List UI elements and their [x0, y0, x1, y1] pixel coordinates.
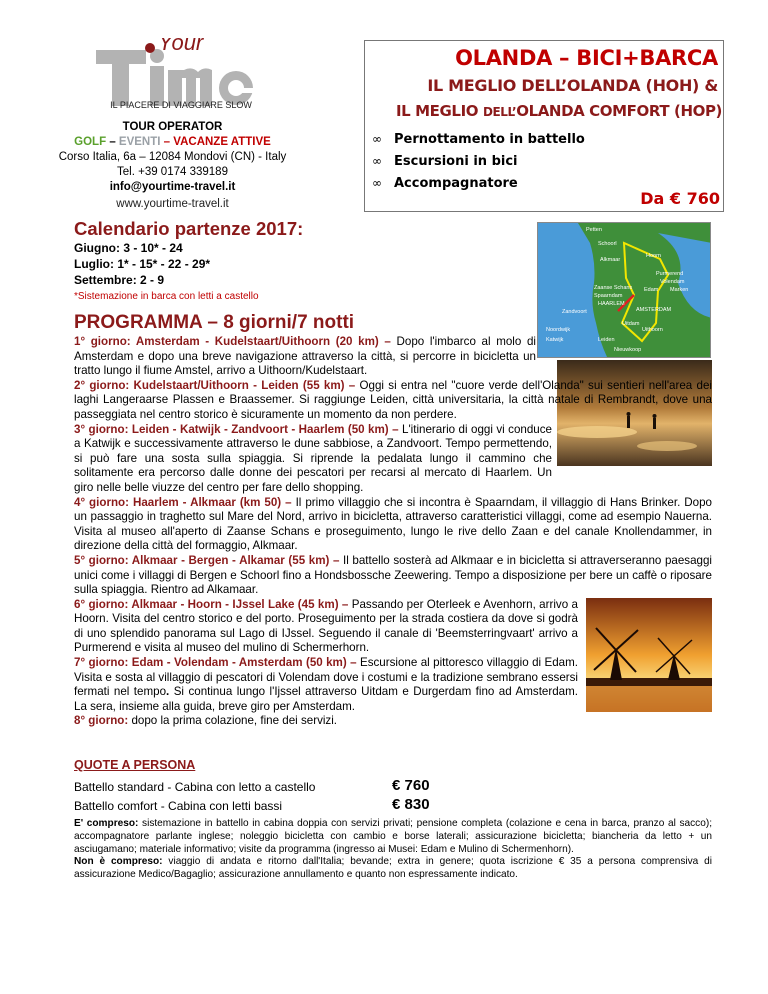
day-heading: 7° giorno: Edam - Volendam - Amsterdam (50 km) – — [74, 656, 357, 670]
day-text: Il primo villaggio che si incontra è Spaarndam, il villaggio di Hans Brinker. Dopo un passaggio in traghetto sul Mare del Nord, arrivo in bicicletta, attraverso caratteristici villaggi, come ad esempio Nauerna. Visita al museo all'aperto di Zaanse Schans e proseguimento, lungo le rive dello Zaan e del canale Knollendammer, in direzione della città del formaggio, Alkmaar. — [74, 495, 712, 553]
quote-price-standard: € 760 — [392, 777, 430, 794]
address: Corso Italia, 6a – 12084 Mondovi (CN) - Italy — [58, 151, 287, 163]
program-day — [74, 496, 712, 554]
day-text: Si continua lungo l'Ijssel attraverso Uitdam e Durgerdam fino ad Amsterdam. La sera, insieme alla guida, breve giro per Amsterdam. — [74, 685, 578, 713]
feature-label: Pernottamento in battello — [394, 131, 585, 147]
day-heading: 1° giorno: Amsterdam - Kudelstaart/Uithoorn (20 km) – — [74, 335, 391, 348]
categories-line — [45, 135, 300, 150]
calendar-july: Luglio: 1* - 15* - 22 - 29* — [74, 257, 211, 271]
map-label: Edam — [644, 287, 659, 293]
feature-label: Escursioni in bici — [394, 153, 518, 169]
day-heading: 8° giorno: — [74, 714, 129, 728]
day-text: Escursione al pittoresco villaggio di Edam. Visita e sosta al villaggio di pescatori di Volendam dove i costumi e la tradizione sembrano essersi fermati nel tempo — [74, 656, 579, 699]
logo-tagline: IL PIACERE DI VIAGGIARE SLOW — [110, 100, 252, 110]
map-label: Hoorn — [646, 253, 661, 259]
category-golf: GOLF — [74, 136, 107, 148]
website-link[interactable]: www.yourtime-travel.it — [116, 198, 229, 210]
subtitle-hop — [370, 102, 722, 120]
calendar-title: Calendario partenze 2017: — [74, 218, 304, 239]
logo — [88, 38, 268, 108]
calendar-june: Giugno: 3 - 10* - 24 — [74, 241, 183, 255]
map-label: Uithoorn — [642, 327, 663, 333]
infinity-bullet-icon: ∞ — [372, 154, 382, 168]
day-text: Dopo l'imbarco al molo di Amsterdam e dopo una breve navigazione attraverso la città, si percorre in bicicletta un tratto lungo il fiume Amstel, arrivo a Uithoorn/Kudelstaart. — [74, 335, 536, 378]
features-list — [372, 128, 585, 194]
day-heading: 4° giorno: Haarlem - Alkmaar (km 50) – — [74, 495, 292, 509]
day-text: . — [166, 685, 170, 699]
program-day — [74, 379, 712, 423]
excluded-label: Non è compreso: — [74, 856, 163, 868]
map-label: Noordwijk — [546, 327, 571, 333]
day-heading: 2° giorno: Kudelstaart/Uithoorn - Leiden (55 km) – — [74, 378, 356, 392]
contact-block — [45, 120, 300, 212]
calendar-september: Settembre: 2 - 9 — [74, 273, 165, 287]
map-label: Marken — [670, 287, 689, 293]
program-body — [74, 335, 712, 729]
day-heading: 3° giorno: Leiden - Katwijk - Zandvoort - Haarlem (50 km) – — [74, 422, 399, 436]
included-section — [74, 818, 712, 882]
page-title: OLANDA – BICI+BARCA — [455, 46, 718, 70]
day-text: dopo la prima colazione, fine dei servizi. — [128, 714, 338, 728]
included-paragraph — [74, 818, 712, 856]
map-label: Zandvoort — [562, 309, 587, 315]
included-label: E' compreso: — [74, 818, 139, 829]
subtitle-part: IL MEGLIO — [395, 102, 483, 120]
price-from: Da € 760 — [640, 189, 720, 208]
subtitle-part: DELL’ — [482, 105, 517, 119]
day-text: L'itinerario di oggi vi conduce a Katwijk e successivamente attraverso le dune sabbiose, a Zandvoort. Tempo permettendo, si può fare una sosta sulla spiaggia. Si riprende la pedalata lungo il cammino che solitamente era percorso dalle donne dei pescatori per recarsi al mercato di Haarlem. Un giro nelle belle viuzze del centro per fare dello shopping. — [74, 422, 552, 494]
excluded-paragraph — [74, 856, 712, 882]
feature-label: Accompagnatore — [394, 175, 518, 191]
map-label: Alkmaar — [600, 257, 621, 263]
program-day — [74, 598, 712, 656]
tour-operator-label: TOUR OPERATOR — [122, 121, 223, 133]
day-heading: 6° giorno: Alkmaar - Hoorn - IJssel Lake (45 km) – — [74, 597, 349, 611]
infinity-bullet-icon: ∞ — [372, 176, 382, 190]
included-text: sistemazione in battello in cabina doppia con servizi privati; pensione completa (colazione e cena in barca, pranzo al sacco); accompagnatore parlante inglese; noleggio bicicletta con cambio e borse laterali; assicurazione bicicletta; biancheria da letto + un asciugamano; materiale informativo; visite da programma (ingresso ai Musei: Edam e Mulino di Schermenhorn). — [74, 818, 712, 855]
day-text: Il battello sosterà ad Alkmaar e in bicicletta si attraverseranno paesaggi unici come i villaggi di Bergen e Schoorl fino a Hondsbossche Zeewering. Tempo a disposizione per bere un caffè o riposare sulla spiaggia. Rientro ad Alkamaar. — [74, 553, 713, 597]
program-day — [74, 335, 712, 379]
program-day — [74, 423, 712, 496]
excluded-text: viaggio di andata e ritorno dall'Italia; bevande; extra in genere; quota iscrizione € 35 a persona comprensiva di assicurazione Medico/Bagaglio; assicurazione annullamento e quanto non espressamente indicato. — [74, 856, 712, 881]
day-text: Passando per Oterleek e Avenhorn, arrivo a Hoorn. Visita del centro storico e del porto. Proseguimento per la strada costiera da dove si godrà di uno splendido panorama sul Lago di IJssel. Seguendo il canale di 'Beemsterringvaart' arrivo a Purmerend e visita al museo del mulino di Schermerhorn. — [74, 597, 578, 655]
program-title: PROGRAMMA – 8 giorni/7 notti — [74, 312, 355, 333]
quote-label-standard: Battello standard - Cabina con letto a castello — [74, 780, 316, 794]
quotes-title: QUOTE A PERSONA — [74, 758, 196, 772]
map-label: Spaarndam — [594, 293, 623, 299]
program-day — [74, 656, 712, 714]
map-label: Schoorl — [598, 241, 617, 247]
infinity-bullet-icon: ∞ — [372, 132, 382, 146]
feature-item — [372, 172, 585, 194]
map-label: Zaanse Schans — [594, 285, 633, 291]
feature-item — [372, 128, 585, 150]
category-separator: – — [106, 136, 119, 148]
category-separator: – — [160, 136, 174, 148]
calendar-note: *Sistemazione in barca con letti a castello — [74, 291, 259, 302]
map-label: Leiden — [598, 337, 615, 343]
category-eventi: EVENTI — [118, 136, 161, 148]
phone: Tel. +39 0174 339189 — [117, 166, 228, 178]
program-day — [74, 554, 712, 598]
quote-label-comfort: Battello comfort - Cabina con letti bassi — [74, 799, 283, 813]
map-label: Volendam — [660, 279, 685, 285]
map-label: Petten — [586, 227, 602, 233]
map-label: AMSTERDAM — [636, 307, 672, 313]
day-heading: 5° giorno: Alkmaar - Bergen - Alkamar (55 km) – — [74, 553, 340, 567]
map-label: Katwijk — [546, 337, 564, 343]
map-label: Uitdam — [622, 321, 640, 327]
logo-text-your: Your — [158, 38, 204, 55]
subtitle-hoh: IL MEGLIO DELL’OLANDA (HOH) & — [427, 76, 718, 95]
feature-item — [372, 150, 585, 172]
map-label: Nieuwkoop — [614, 347, 642, 353]
program-day — [74, 714, 712, 729]
day-text: Oggi si entra nel "cuore verde dell'Olanda" sui sentieri nell'area dei laghi Langeraarse Plassen e Braassemer. Si raggiunge Leiden, città universitaria, la città natale di Rembrandt, dove una passeggiata nel centro storico è sicuramente un momento da non perdere. — [74, 378, 712, 421]
email-link[interactable]: info@yourtime-travel.it — [109, 181, 236, 193]
quote-price-comfort: € 830 — [392, 796, 430, 813]
subtitle-part: OLANDA COMFORT (HOP) — [516, 102, 722, 120]
map-label: Purmerend — [656, 271, 684, 277]
category-vacanze: VACANZE ATTIVE — [173, 136, 271, 148]
logo-graphic — [88, 38, 268, 108]
map-label: HAARLEM — [598, 301, 625, 307]
